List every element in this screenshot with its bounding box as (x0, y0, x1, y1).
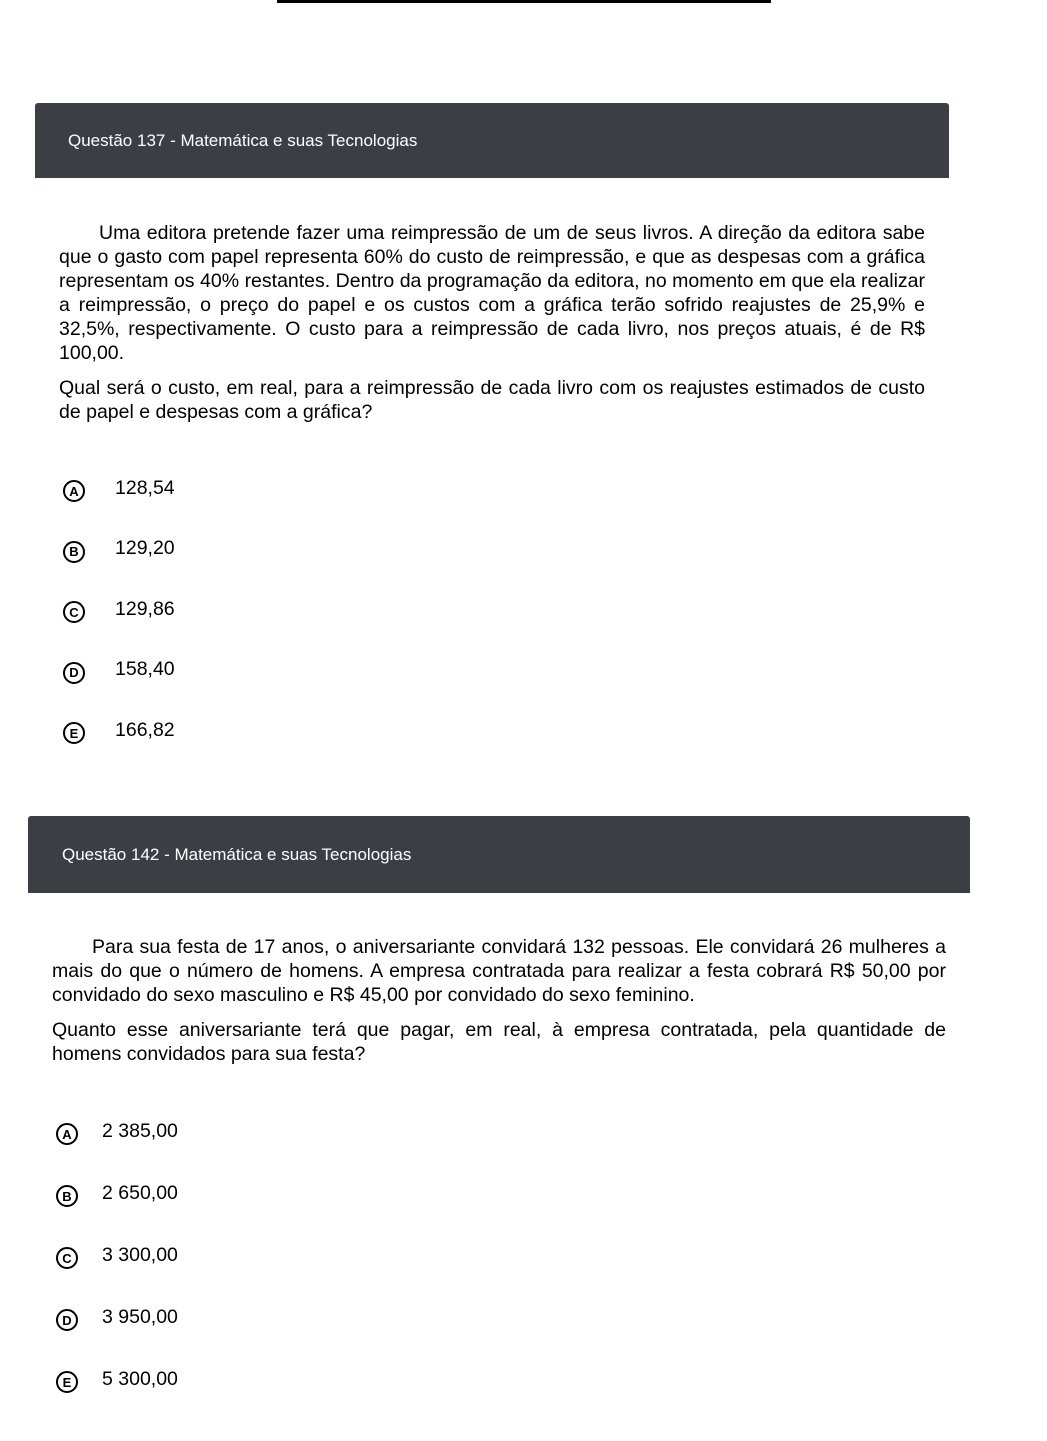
option-d[interactable] (56, 1286, 970, 1348)
question-body (59, 221, 925, 424)
question-statement: Uma editora pretende fazer uma reimpressão de um de seus livros. A direção da editora sabe que o gasto com papel representa 60% do custo de reimpressão, e que as despesas com a gráfica representam os 40% restantes. Dentro da programação da editora, no momento em que ela realizar a reimpressão, o preço do papel e os custos com a gráfica terão sofrido reajustes de 25,9% e 32,5%, respectivamente. O custo para a reimpressão de cada livro, nos preços atuais, é de R$ 100,00. (59, 222, 925, 364)
option-c[interactable] (63, 579, 949, 640)
option-b[interactable] (63, 519, 949, 580)
option-c[interactable] (56, 1224, 970, 1286)
option-d[interactable] (63, 640, 949, 701)
option-letter-badge: B (63, 541, 85, 563)
question-137 (35, 103, 949, 761)
option-e[interactable] (56, 1348, 970, 1410)
option-letter-badge: A (56, 1123, 78, 1145)
option-letter-badge: D (63, 662, 85, 684)
option-letter-badge: D (56, 1309, 78, 1331)
option-a[interactable] (63, 458, 949, 519)
option-text: 3 950,00 (102, 1305, 178, 1328)
option-text: 2 650,00 (102, 1181, 178, 1204)
option-text: 166,82 (115, 718, 175, 741)
option-letter-badge: E (56, 1371, 78, 1393)
answer-options (56, 1100, 970, 1410)
answer-options (63, 458, 949, 761)
question-header (28, 816, 970, 893)
option-a[interactable] (56, 1100, 970, 1162)
question-title: Questão 137 - Matemática e suas Tecnologias (68, 130, 418, 150)
option-letter-badge: C (56, 1247, 78, 1269)
option-text: 5 300,00 (102, 1367, 178, 1390)
question-prompt: Qual será o custo, em real, para a reimpressão de cada livro com os reajustes estimados de custo de papel e despesas com a gráfica? (59, 377, 925, 423)
option-letter-badge: C (63, 601, 85, 623)
top-divider-line (277, 0, 771, 3)
option-text: 129,20 (115, 537, 175, 560)
option-text: 129,86 (115, 597, 175, 620)
question-prompt: Quanto esse aniversariante terá que pagar, em real, à empresa contratada, pela quantidade de homens convidados para sua festa? (52, 1019, 946, 1065)
question-142 (28, 816, 970, 1410)
option-text: 128,54 (115, 476, 175, 499)
question-title: Questão 142 - Matemática e suas Tecnologias (62, 844, 412, 864)
option-letter-badge: A (63, 480, 85, 502)
option-text: 3 300,00 (102, 1243, 178, 1266)
option-e[interactable] (63, 700, 949, 761)
option-b[interactable] (56, 1162, 970, 1224)
question-header (35, 103, 949, 178)
question-body (52, 935, 946, 1066)
question-statement: Para sua festa de 17 anos, o aniversariante convidará 132 pessoas. Ele convidará 26 mulheres a mais do que o número de homens. A empresa contratada para realizar a festa cobrará R$ 50,00 por convidado do sexo masculino e R$ 45,00 por convidado do sexo feminino. (52, 936, 946, 1006)
option-letter-badge: E (63, 722, 85, 744)
option-text: 2 385,00 (102, 1119, 178, 1142)
option-letter-badge: B (56, 1185, 78, 1207)
option-text: 158,40 (115, 658, 175, 681)
